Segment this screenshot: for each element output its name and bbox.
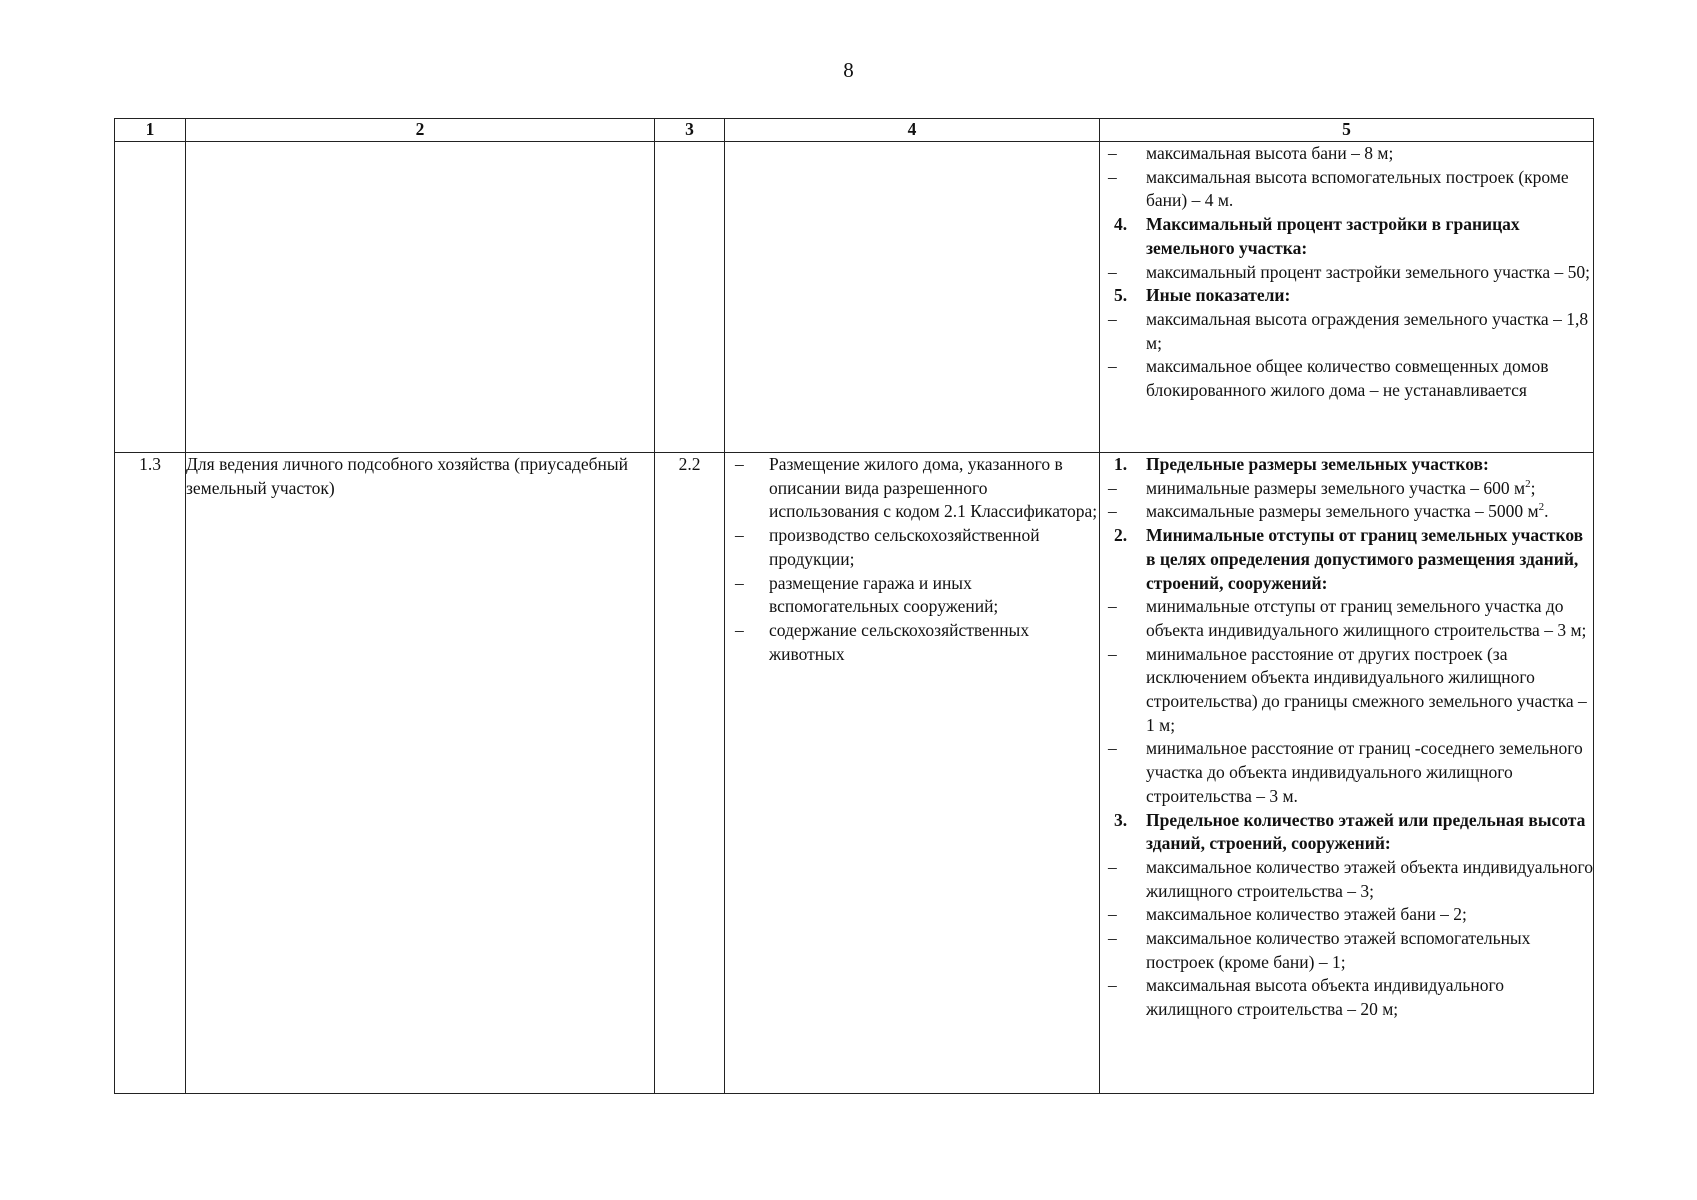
- list-item: [725, 453, 1099, 524]
- list-item: [1100, 643, 1593, 738]
- column-header-1: 1: [115, 119, 186, 142]
- dash-bullet: –: [1108, 261, 1117, 282]
- dash-bullet: –: [1108, 143, 1117, 163]
- item-text: Предельное количество этажей или предельная высота зданий, строений, сооружений:: [1146, 809, 1586, 854]
- list-item: [725, 524, 1099, 571]
- dash-bullet: –: [1108, 928, 1117, 949]
- table-row-1-3: [115, 453, 1594, 1094]
- list-item: [1100, 903, 1593, 927]
- list-item: [1100, 477, 1593, 501]
- superscript: 2: [1525, 477, 1531, 490]
- table-header-row: [115, 119, 1594, 142]
- item-text: производство сельскохозяйственной продукции;: [769, 525, 1040, 569]
- item-text: минимальное расстояние от других построек (за исключением объекта индивидуального жилищного строительства) до границы смежного земельного участка – 1 м;: [1146, 643, 1587, 735]
- cell-name: [186, 142, 655, 453]
- heading-number: 3.: [1114, 809, 1128, 830]
- item-text: максимальное количество этажей объекта индивидуального жилищного строительства – 3;: [1146, 856, 1594, 901]
- cell-number: 1.3: [115, 453, 186, 1094]
- section-heading: [1100, 284, 1593, 308]
- item-text: минимальные отступы от границ земельного участка до объекта индивидуального жилищного строительства – 3 м;: [1146, 596, 1587, 640]
- cell-number: [115, 142, 186, 453]
- table-row-continuation: [115, 142, 1594, 453]
- land-use-table: [114, 118, 1594, 1094]
- dash-bullet: –: [1108, 643, 1117, 664]
- list-item: [1100, 166, 1593, 213]
- page-number: 8: [843, 58, 854, 82]
- item-text: Минимальные отступы от границ земельных участков в целях определения допустимого размещения зданий, строений, сооружений:: [1146, 525, 1584, 593]
- cell-code: 2.2: [655, 453, 725, 1094]
- cell-description: [725, 142, 1100, 453]
- list-item: [1100, 308, 1593, 355]
- list-item: [1100, 737, 1593, 808]
- superscript: 2: [1538, 501, 1545, 514]
- dash-bullet: –: [735, 619, 744, 640]
- dash-bullet: –: [1108, 975, 1117, 996]
- column-header-2: 2: [186, 119, 655, 142]
- dash-bullet: –: [735, 572, 744, 593]
- item-text: Максимальный процент застройки в границах земельного участка:: [1146, 214, 1520, 258]
- section-heading: [1100, 213, 1593, 260]
- dash-bullet: –: [735, 454, 744, 474]
- cell-name: Для ведения личного подсобного хозяйства (приусадебный земельный участок): [186, 453, 655, 1094]
- dash-bullet: –: [1108, 856, 1117, 877]
- item-text: минимальные размеры земельного участка – 600 м: [1146, 477, 1526, 498]
- column-header-5: 5: [1100, 119, 1594, 142]
- dash-bullet: –: [1108, 477, 1117, 498]
- cell-parameters: [1100, 453, 1594, 1094]
- dash-bullet: –: [1108, 904, 1117, 925]
- heading-number: 1.: [1114, 454, 1128, 474]
- list-item: [1100, 856, 1593, 903]
- item-text: содержание сельскохозяйственных животных: [769, 619, 1030, 664]
- item-text: максимальные размеры земельного участка – 5000 м: [1146, 501, 1539, 522]
- dash-bullet: –: [1108, 738, 1117, 759]
- item-tail: .: [1544, 501, 1549, 522]
- section-heading: [1100, 809, 1593, 856]
- item-text: Предельные размеры земельных участков:: [1146, 454, 1489, 474]
- heading-number: 2.: [1114, 525, 1128, 546]
- column-header-4: 4: [725, 119, 1100, 142]
- item-text: максимальный процент застройки земельного участка – 50;: [1146, 261, 1590, 282]
- cell-code: [655, 142, 725, 453]
- dash-bullet: –: [1108, 501, 1117, 522]
- cell-parameters: [1100, 142, 1594, 453]
- section-heading: [1100, 453, 1593, 477]
- list-item: [1100, 142, 1593, 166]
- list-item: [725, 619, 1099, 666]
- heading-number: 5.: [1114, 285, 1128, 306]
- dash-bullet: –: [1108, 356, 1117, 377]
- dash-bullet: –: [1108, 308, 1117, 329]
- item-text: максимальная высота ограждения земельного участка – 1,8 м;: [1146, 308, 1589, 353]
- column-header-3: 3: [655, 119, 725, 142]
- list-item: [1100, 927, 1593, 974]
- cell-description: [725, 453, 1100, 1094]
- item-text: максимальная высота вспомогательных построек (кроме бани) – 4 м.: [1146, 166, 1569, 211]
- item-text: максимальное общее количество совмещенных домов блокированного жилого дома – не устанавливается: [1146, 356, 1549, 401]
- dash-bullet: –: [1108, 596, 1117, 617]
- list-item: [1100, 595, 1593, 642]
- item-text: максимальное количество этажей бани – 2;: [1146, 904, 1467, 925]
- item-tail: ;: [1530, 477, 1536, 498]
- item-text: размещение гаража и иных вспомогательных сооружений;: [769, 572, 999, 617]
- item-text: максимальная высота бани – 8 м;: [1146, 143, 1394, 163]
- list-item: [1100, 974, 1593, 1021]
- item-text: минимальное расстояние от границ -соседнего земельного участка до объекта индивидуального жилищного строительства – 3 м.: [1146, 738, 1583, 806]
- item-text: максимальное количество этажей вспомогательных построек (кроме бани) – 1;: [1146, 928, 1531, 972]
- item-text: Иные показатели:: [1146, 285, 1291, 306]
- dash-bullet: –: [1108, 166, 1117, 187]
- list-item: [1100, 500, 1593, 524]
- section-heading: [1100, 524, 1593, 595]
- list-item: [1100, 261, 1593, 285]
- list-item: [1100, 355, 1593, 402]
- item-text: Размещение жилого дома, указанного в описании вида разрешенного использования с кодом 2.1 Классификатора;: [769, 454, 1098, 522]
- heading-number: 4.: [1114, 214, 1128, 235]
- list-item: [725, 572, 1099, 619]
- item-text: максимальная высота объекта индивидуального жилищного строительства – 20 м;: [1146, 975, 1504, 1020]
- dash-bullet: –: [735, 525, 744, 546]
